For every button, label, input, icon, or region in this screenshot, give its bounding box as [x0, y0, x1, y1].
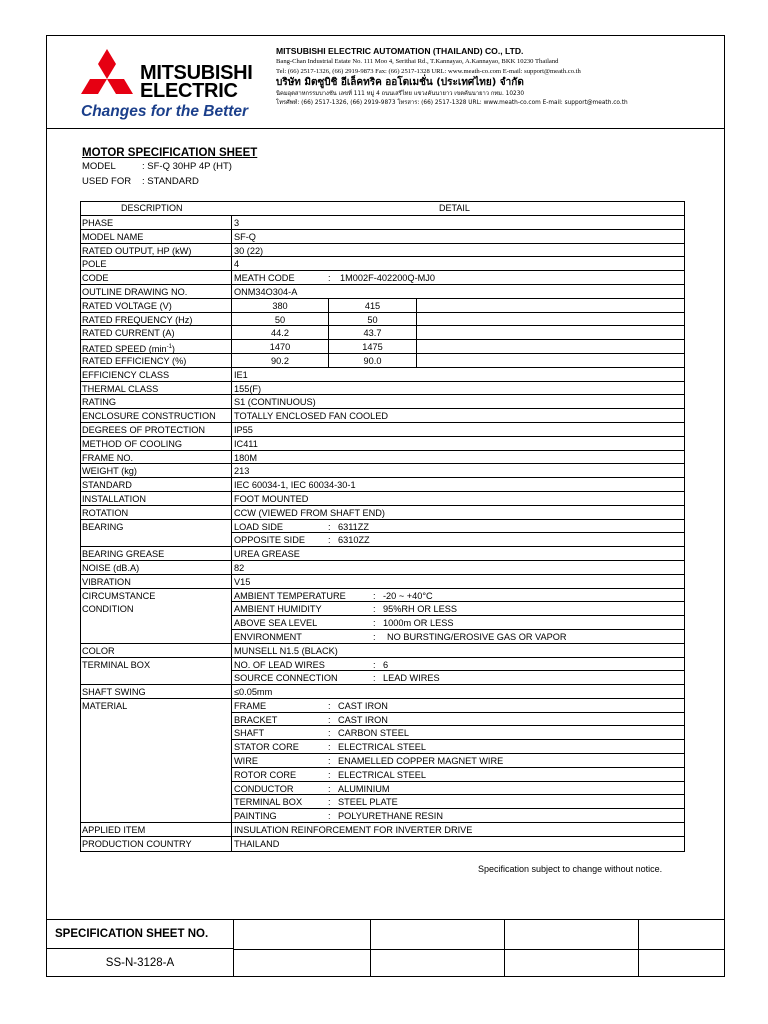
table-row: [81, 520, 684, 534]
table-header: [81, 202, 684, 216]
row-value: [232, 658, 684, 672]
table-row: [81, 395, 684, 409]
table-row: [81, 602, 684, 616]
sub-sep: :: [328, 797, 331, 808]
row-value: [232, 630, 684, 644]
row-value: CCW (VIEWED FROM SHAFT END): [232, 506, 684, 520]
sub-sep: :: [373, 673, 376, 684]
value-col2: 1475: [328, 340, 416, 353]
row-value: [232, 726, 684, 740]
row-value: ONM34O304-A: [232, 285, 684, 299]
value-col2: 415: [328, 299, 416, 312]
row-value: 82: [232, 561, 684, 575]
row-label-empty: [81, 726, 232, 740]
row-label-empty: [81, 630, 232, 644]
row-value: [232, 699, 684, 713]
header-description: DESCRIPTION: [121, 203, 183, 213]
row-label: RATED FREQUENCY (Hz): [81, 313, 232, 327]
row-label: NOISE (dB.A): [81, 561, 232, 575]
row-label-empty: [81, 616, 232, 630]
footer-divider: [234, 949, 724, 950]
row-value: FOOT MOUNTED: [232, 492, 684, 506]
table-row: [81, 823, 684, 837]
row-label: COLOR: [81, 644, 232, 658]
table-row: [81, 464, 684, 478]
sub-key: SHAFT: [234, 728, 265, 739]
table-row: [81, 368, 684, 382]
row-label: CONDITION: [81, 602, 232, 616]
value-col2: 50: [328, 313, 416, 326]
table-row: [81, 575, 684, 589]
sub-key: BRACKET: [234, 714, 278, 725]
company-address-thai: นิคมอุตสาหกรรมบางชัน เลขที่ 111 หมู่ 4 ถนนเสรีไทย แขวงคันนายาว เขตคันนายาว กทม. 10230: [276, 91, 525, 97]
table-row: [81, 299, 684, 313]
table-row: [81, 326, 684, 340]
table-row: [81, 313, 684, 327]
row-value: [232, 533, 684, 547]
row-value: [232, 602, 684, 616]
sub-value: CAST IRON: [338, 714, 388, 725]
sub-key: SOURCE CONNECTION: [234, 673, 338, 684]
row-label: RATING: [81, 395, 232, 409]
col-divider: [416, 313, 417, 326]
table-row: [81, 768, 684, 782]
code-sep: :: [328, 273, 331, 284]
model-value: : SF-Q 30HP 4P (HT): [142, 161, 232, 172]
row-value: TOTALLY ENCLOSED FAN COOLED: [232, 409, 684, 423]
row-label: [81, 340, 232, 354]
brand-name-line2: ELECTRIC: [140, 80, 238, 102]
row-label-empty: [81, 809, 232, 823]
sub-sep: :: [328, 714, 331, 725]
row-label: APPLIED ITEM: [81, 823, 232, 837]
table-row: [81, 547, 684, 561]
row-label: ROTATION: [81, 506, 232, 520]
table-row: [81, 630, 684, 644]
sub-sep: :: [328, 811, 331, 822]
spec-sheet: [46, 35, 725, 977]
row-label-empty: [81, 533, 232, 547]
sub-key: ENVIRONMENT: [234, 631, 302, 642]
row-label: RATED CURRENT (A): [81, 326, 232, 340]
spec-number-label: SPECIFICATION SHEET NO.: [47, 920, 233, 949]
row-label: INSTALLATION: [81, 492, 232, 506]
row-value: [232, 326, 684, 340]
row-value: V15: [232, 575, 684, 589]
used-for-label: USED FOR: [82, 176, 132, 187]
table-row: [81, 533, 684, 547]
sub-key: WIRE: [234, 756, 258, 767]
row-value: S1 (CONTINUOUS): [232, 395, 684, 409]
table-row: [81, 506, 684, 520]
row-label: RATED EFFICIENCY (%): [81, 354, 232, 368]
company-info: [276, 46, 721, 108]
row-label: MATERIAL: [81, 699, 232, 713]
row-label: RATED OUTPUT, HP (kW): [81, 244, 232, 258]
table-row: [81, 685, 684, 699]
col-divider: [416, 326, 417, 339]
row-label: PHASE: [81, 216, 232, 230]
row-label: CODE: [81, 271, 232, 285]
table-row: [81, 382, 684, 396]
table-row: [81, 216, 684, 230]
row-value: [232, 313, 684, 327]
company-contact-thai: โทรศัพท์: (66) 2517-1326, (66) 2919-9873 โทรสาร: (66) 2517-1328 URL: www.meath-co.com E-mail: support@meath.co.th: [276, 100, 628, 106]
sub-sep: :: [328, 700, 331, 711]
value-col1: 90.2: [271, 355, 289, 366]
sub-value: 95%RH OR LESS: [383, 604, 458, 615]
sub-value: CAST IRON: [338, 700, 388, 711]
value-col1: 50: [274, 314, 286, 325]
sub-sep: :: [373, 659, 376, 670]
row-value: IEC 60034-1, IEC 60034-30-1: [232, 478, 684, 492]
table-row: [81, 230, 684, 244]
row-value: [232, 340, 684, 354]
sub-sep: :: [328, 728, 331, 739]
sub-sep: :: [373, 590, 376, 601]
code-value: 1M002F-402200Q-MJ0: [340, 273, 435, 284]
value-col2: 43.7: [328, 326, 416, 339]
row-label: FRAME NO.: [81, 451, 232, 465]
sub-sep: :: [373, 604, 376, 615]
table-row: [81, 726, 684, 740]
brand-name-line1: MITSUBISHI: [140, 62, 253, 84]
table-row: [81, 271, 684, 285]
row-value: 3: [232, 216, 684, 230]
speed-label-sup: -1: [166, 344, 172, 351]
table-row: [81, 713, 684, 727]
table-row: [81, 837, 684, 851]
speed-label: RATED SPEED (min: [82, 344, 167, 355]
sub-value: LEAD WIRES: [383, 673, 440, 684]
table-row: [81, 699, 684, 713]
row-value: UREA GREASE: [232, 547, 684, 561]
table-row: [81, 809, 684, 823]
row-value: [232, 520, 684, 534]
sub-value: CARBON STEEL: [338, 728, 409, 739]
row-label: STANDARD: [81, 478, 232, 492]
sub-key: AMBIENT TEMPERATURE: [234, 590, 346, 601]
sub-key: CONDUCTOR: [234, 783, 294, 794]
row-label: MODEL NAME: [81, 230, 232, 244]
row-value: MUNSELL N1.5 (BLACK): [232, 644, 684, 658]
sub-sep: :: [328, 769, 331, 780]
row-label: METHOD OF COOLING: [81, 437, 232, 451]
sub-sep: :: [328, 521, 331, 532]
row-value: [232, 754, 684, 768]
mitsubishi-logo: [79, 46, 259, 124]
sub-value: 6311ZZ: [338, 521, 369, 532]
sub-value: NO BURSTING/EROSIVE GAS OR VAPOR: [387, 631, 567, 642]
row-label: SHAFT SWING: [81, 685, 232, 699]
sub-value: POLYURETHANE RESIN: [338, 811, 443, 822]
row-value: [232, 616, 684, 630]
sub-value: ALUMINIUM: [338, 783, 390, 794]
table-row: [81, 658, 684, 672]
sub-key: PAINTING: [234, 811, 277, 822]
row-value: THAILAND: [234, 838, 280, 849]
sub-key: NO. OF LEAD WIRES: [234, 659, 325, 670]
sub-value: -20 ~ +40°C: [383, 590, 433, 601]
value-col1: 380: [272, 300, 288, 311]
row-label-empty: [81, 740, 232, 754]
sub-value: 1000m OR LESS: [383, 618, 454, 629]
model-line: [82, 161, 232, 172]
row-value: [232, 354, 684, 368]
table-row: [81, 740, 684, 754]
sub-value: 6310ZZ: [338, 535, 370, 546]
speed-label-end: ): [171, 344, 175, 355]
table-row: [81, 671, 684, 685]
sub-value: ENAMELLED COPPER MAGNET WIRE: [338, 756, 504, 767]
row-label-empty: [81, 768, 232, 782]
table-row: [81, 478, 684, 492]
letterhead: [47, 36, 724, 129]
row-label: EFFICIENCY CLASS: [81, 368, 232, 382]
row-label: RATED VOLTAGE (V): [81, 299, 232, 313]
row-value: [232, 589, 684, 603]
sub-sep: :: [328, 742, 331, 753]
row-label: PRODUCTION COUNTRY: [81, 837, 232, 851]
sub-value: ELECTRICAL STEEL: [338, 742, 426, 753]
row-label: CIRCUMSTANCE: [81, 589, 232, 603]
row-label-empty: [81, 754, 232, 768]
col-divider: [416, 299, 417, 312]
spec-table: [80, 201, 685, 852]
row-value: INSULATION REINFORCEMENT FOR INVERTER DRIVE: [232, 823, 684, 837]
row-value: [232, 671, 684, 685]
row-label-empty: [81, 671, 232, 685]
spec-number-block: [47, 920, 234, 977]
sub-sep: :: [328, 535, 331, 546]
table-row: [81, 754, 684, 768]
table-row: [81, 451, 684, 465]
code-key: MEATH CODE: [234, 273, 295, 284]
table-row: [81, 795, 684, 809]
spec-number-value: SS-N-3128-A: [105, 957, 175, 969]
sub-key: ABOVE SEA LEVEL: [234, 618, 318, 629]
table-row: [81, 616, 684, 630]
col-divider: [416, 354, 417, 367]
table-row: [81, 423, 684, 437]
table-row: [81, 340, 684, 354]
footer-block: [47, 919, 724, 976]
table-row: [81, 589, 684, 603]
row-label: TERMINAL BOX: [81, 658, 232, 672]
row-label: POLE: [81, 257, 232, 271]
table-row: [81, 492, 684, 506]
sub-sep: :: [328, 783, 331, 794]
row-label-empty: [81, 795, 232, 809]
three-diamonds-icon: [79, 49, 135, 103]
row-label: WEIGHT (kg): [81, 464, 232, 478]
sub-key: FRAME: [234, 700, 267, 711]
row-value: [232, 795, 684, 809]
row-label: VIBRATION: [81, 575, 232, 589]
sub-value: 6: [383, 659, 389, 670]
sub-sep: :: [373, 618, 376, 629]
table-row: [81, 257, 684, 271]
model-label: MODEL: [82, 161, 116, 172]
row-value: 4: [232, 257, 684, 271]
sub-key: OPPOSITE SIDE: [234, 535, 305, 546]
row-label: DEGREES OF PROTECTION: [81, 423, 232, 437]
value-col2: 90.0: [328, 354, 416, 367]
sub-value: STEEL PLATE: [338, 797, 398, 808]
table-row: [81, 437, 684, 451]
company-name-thai: บริษัท มิตซูบิชิ อีเล็คทริค ออโตเมชั่น (ประเทศไทย) จำกัด: [276, 77, 524, 88]
row-label-empty: [81, 713, 232, 727]
row-value: [232, 271, 684, 285]
row-value: IC411: [232, 437, 684, 451]
row-value: [232, 740, 684, 754]
row-value: [232, 768, 684, 782]
table-row: [81, 782, 684, 796]
row-value: 155(F): [232, 382, 684, 396]
sub-key: AMBIENT HUMIDITY: [234, 604, 322, 615]
value-col1: 1470: [269, 342, 291, 353]
row-label: OUTLINE DRAWING NO.: [81, 285, 232, 299]
row-value: 213: [232, 464, 684, 478]
change-notice: Specification subject to change without notice.: [478, 864, 663, 874]
table-row: [81, 354, 684, 368]
row-value: SF-Q: [232, 230, 684, 244]
value-col1: 44.2: [271, 328, 289, 339]
sub-key: STATOR CORE: [234, 742, 299, 753]
table-row: [81, 644, 684, 658]
row-label: THERMAL CLASS: [81, 382, 232, 396]
row-value: IP55: [232, 423, 684, 437]
table-row: [81, 409, 684, 423]
row-label: ENCLOSURE CONSTRUCTION: [81, 409, 232, 423]
row-value: [232, 299, 684, 313]
row-value: [232, 782, 684, 796]
brand-tagline: Changes for the Better: [81, 103, 249, 120]
row-value: IE1: [232, 368, 684, 382]
row-label: BEARING GREASE: [81, 547, 232, 561]
sub-key: TERMINAL BOX: [234, 797, 303, 808]
table-row: [81, 561, 684, 575]
used-for-line: [82, 176, 199, 187]
table-row: [81, 285, 684, 299]
row-value: [232, 713, 684, 727]
company-contact: Tel: (66) 2517-1326, (66) 2919-9873 Fax: (66) 2517-1328 URL: www.meath-co.com E-mail: support@meath.co.th: [276, 67, 581, 75]
header-detail: DETAIL: [439, 203, 470, 213]
row-label-empty: [81, 782, 232, 796]
company-address: Bang-Chan Industrial Estate No. 111 Moo 4, Serithai Rd., T.Kannayao, A.Kannayao, BKK 10230 Thailand: [276, 58, 559, 65]
sub-key: ROTOR CORE: [234, 769, 297, 780]
used-for-value: : STANDARD: [142, 176, 199, 187]
sub-sep: :: [373, 631, 376, 642]
row-value: 30 (22): [232, 244, 684, 258]
sheet-title: MOTOR SPECIFICATION SHEET: [82, 147, 258, 159]
col-divider: [416, 340, 417, 353]
table-row: [81, 244, 684, 258]
row-value: [232, 809, 684, 823]
row-label: BEARING: [81, 520, 232, 534]
sub-key: LOAD SIDE: [234, 521, 284, 532]
row-value: ≤0.05mm: [232, 685, 684, 699]
sub-value: ELECTRICAL STEEL: [338, 769, 426, 780]
company-name: MITSUBISHI ELECTRIC AUTOMATION (THAILAND) CO., LTD.: [276, 46, 524, 56]
sub-sep: :: [328, 756, 331, 767]
row-value: 180M: [232, 451, 684, 465]
